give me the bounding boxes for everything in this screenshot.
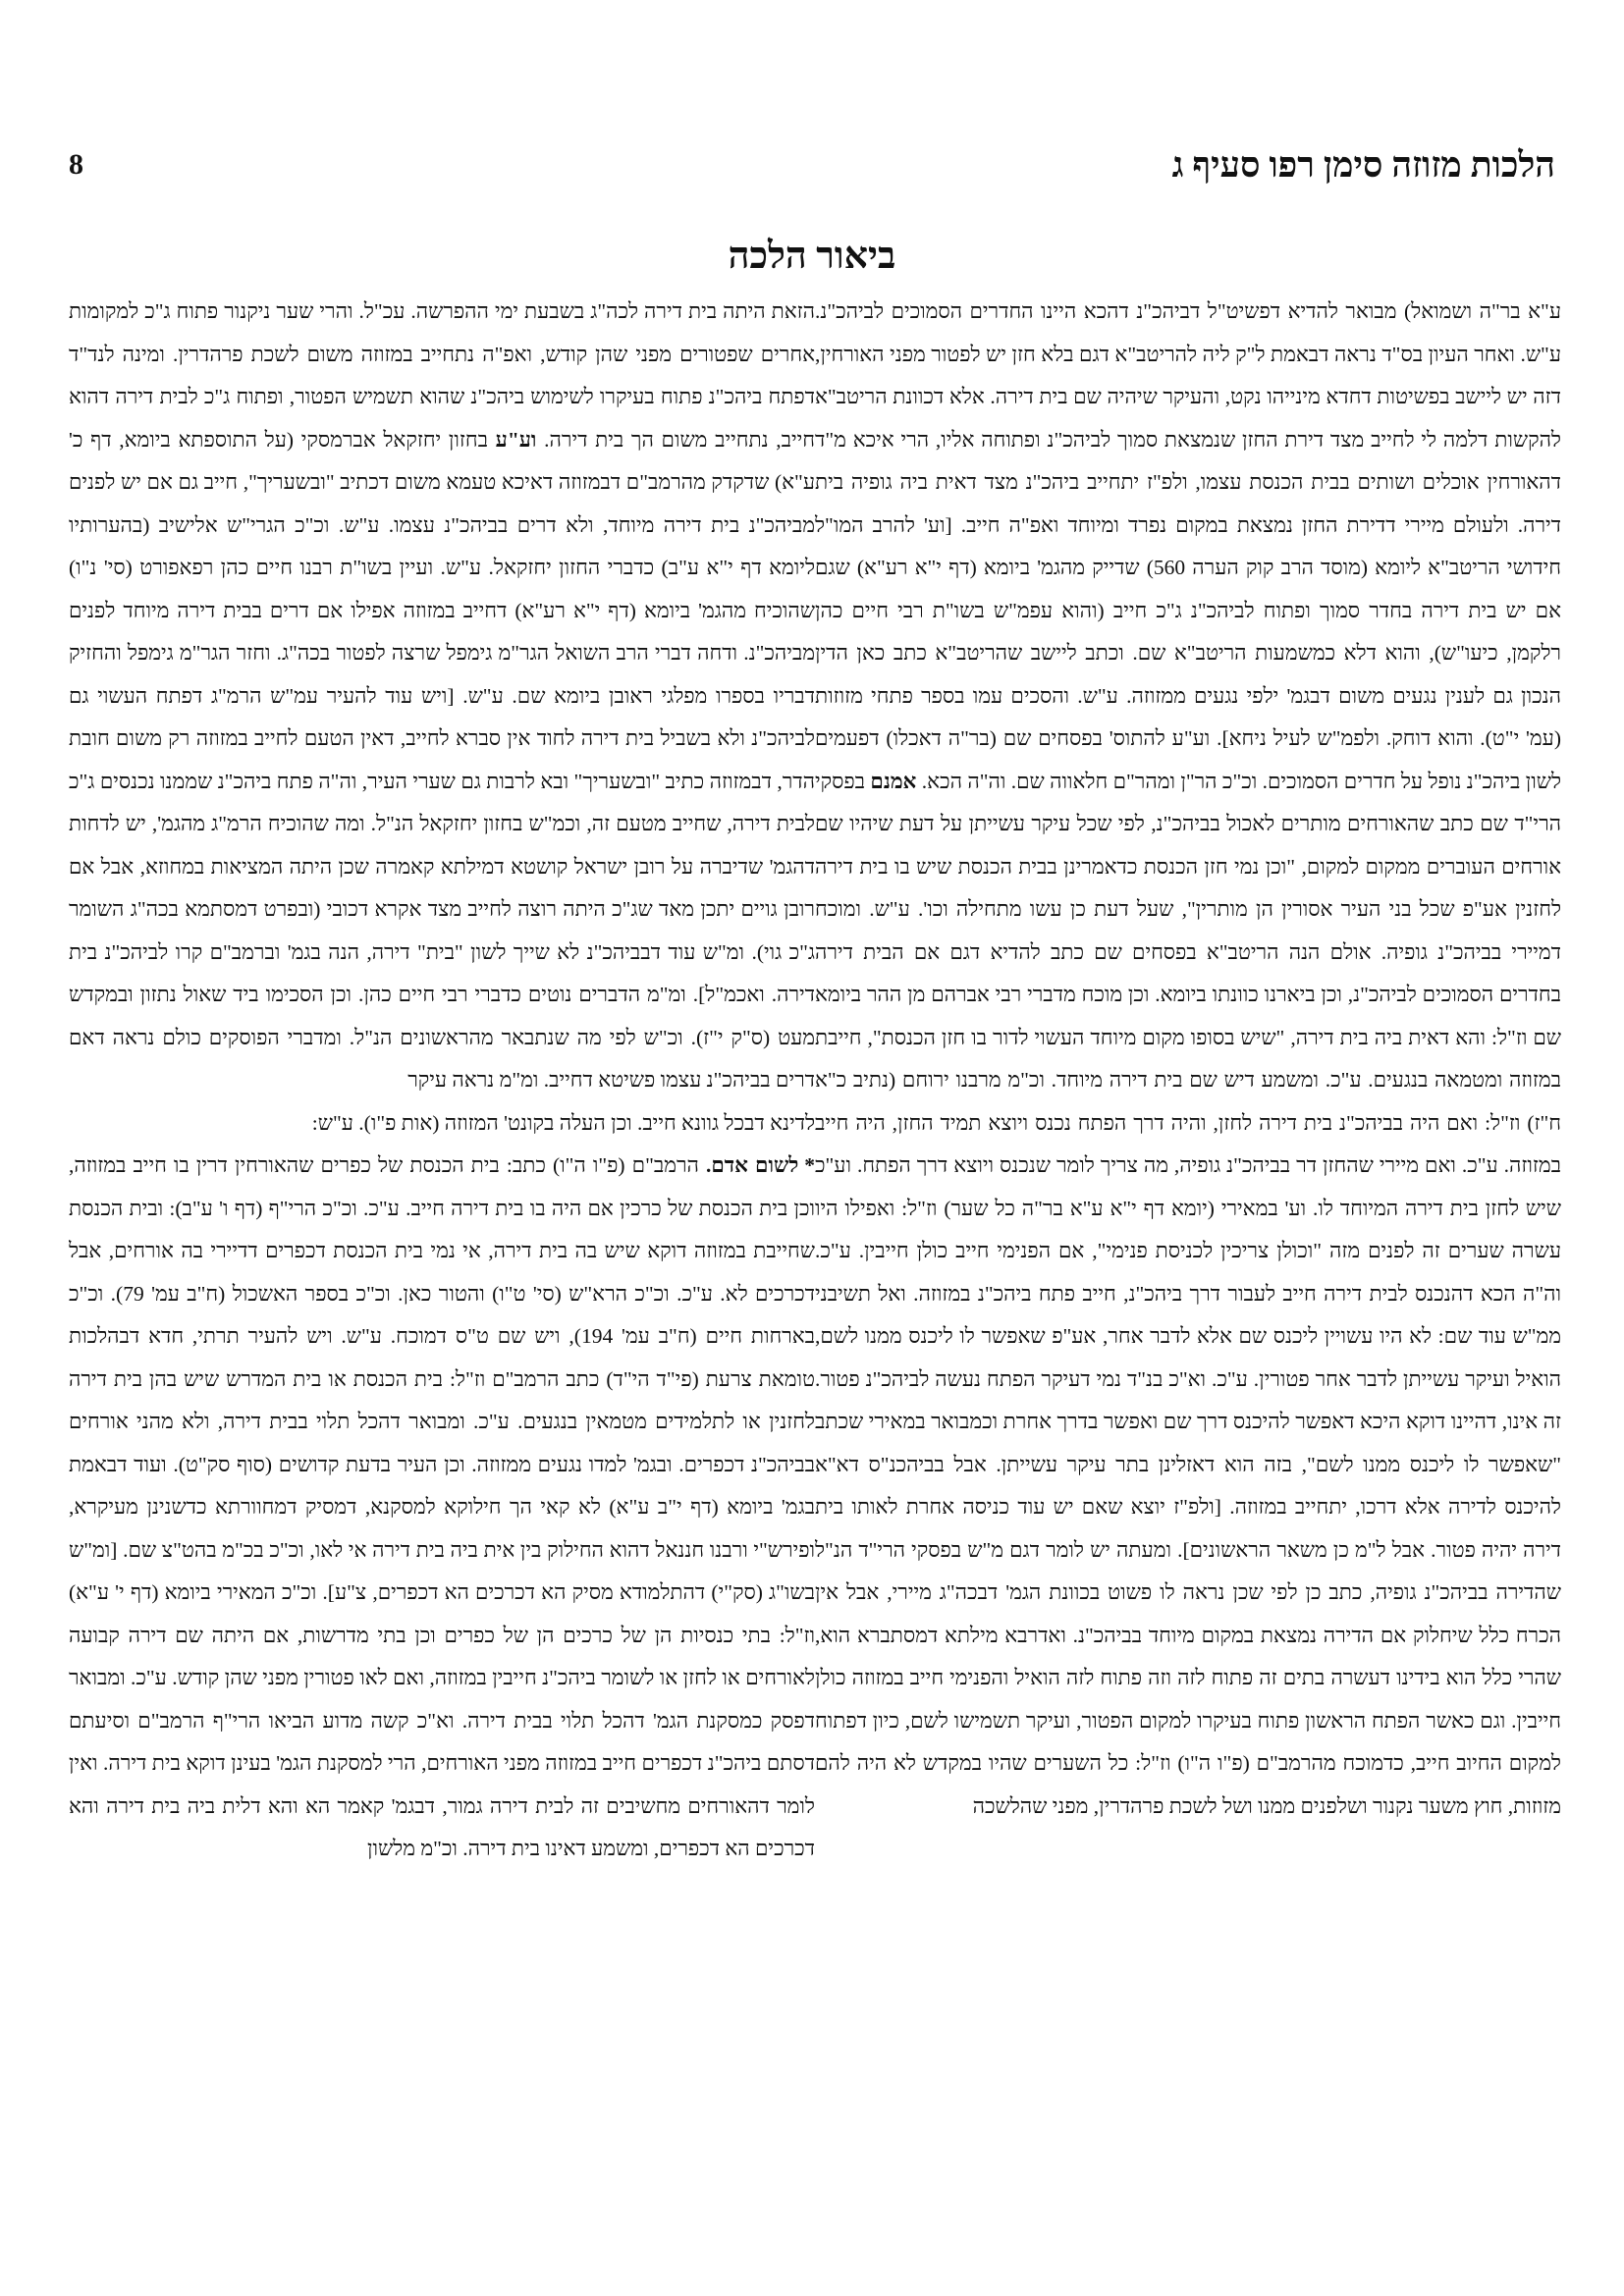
right-column-text: ע"א בר"ה ושמואל) מבואר להדיא דפשיט"ל דביהכ"נ דהכא היינו החדרים הסמוכים לביהכ"נ. ע"ש. ואחר העיון בס"ד נראה דבאמת ל"ק ליה להריטב"א דגם בלא חזן יש לפטור מפני האורחין, דזה יש ליישב בפשיטות דחדא מינייהו נקט, והעיקר שיהיה שם בית דירה. אלא דכוונת הריטב"א להקשות דלמה לי לחייב מצד דירת החזן שנמצאת סמוך לביהכ"נ ופתוחה אליו, הרי איכא מ"ד דהאורחין אוכלים ושותים בבית הכנסת עצמו, ולפ"ז יתחייב ביהכ"נ מצד דאית ביה גופיה בית דירה. ולעולם מיירי דדירת החזן נמצאת במקום נפרד ומיוחד ואפ"ה חייב. [וע' להרב המו"ל חידושי הריטב"א ליומא (מוסד הרב קוק הערה 560) שדייק מהגמ' ביומא (דף י"א רע"א) שגם אם יש בית דירה בחדר סמוך ופתוח לביהכ"נ ג"כ חייב (והוא עפמ"ש בשו"ת רבי חיים כהן רלקמן, כיעו"ש), והוא דלא כמשמעות הריטב"א שם. וכתב ליישב שהריטב"א כתב כאן הדין הנכון גם לענין נגעים משום דבגמ' ילפי נגעים ממזוזה. ע"ש. והסכים עמו בספר פתחי מזוזות (עמ' י"ט). והוא דוחק. ולפמ"ש לעיל ניחא]. וע"ע להתוס' בפסחים שם (בר"ה דאכלו) דפעמים לשון ביהכ"נ נופל על חדרים הסמוכים. וכ"כ הר"ן ומהר"ם חלאווה שם. וה"ה הכא. bbox=[815, 299, 1561, 793]
page-number: 8 bbox=[69, 148, 83, 181]
entry-heading: לשום אדם. bbox=[706, 1153, 799, 1177]
right-column bbox=[815, 291, 1561, 2264]
section-title: ביאור הלכה bbox=[728, 236, 896, 277]
right-column-text-continued: בפסקי הרי"ד שם כתב שהאורחים מותרים לאכול בביהכ"נ, לפי שכל עיקר עשייתן על דעת שיהיו שם אורחים העוברים ממקום למקום, "וכן נמי חזן הכנסת כדאמרינן בבית הכנסת שיש בו בית דירה לחזנין אע"פ שכל בני העיר אסורין הן מותרין", שעל דעת כן עשו מתחילה וכו'. ע"ש. ומוכח דמיירי בביהכ"נ גופיה. אולם הנה הריטב"א בפסחים שם כתב להדיא דגם אם הבית דירה בחדרים הסמוכים לביהכ"נ, וכן ביארנו כוונתו ביומא. וכן מוכח מדברי רבי אברהם מן ההר ביומא שם וז"ל: והא דאית ביה בית דירה, "שיש בסופו מקום מיוחד העשוי לדור בו חזן הכנסת", חייבת במזוזה ומטמאה בנגעים. ע"כ. ומשמע דיש שם בית דירה מיוחד. וכ"מ מרבנו ירוחם (נתיב כ"א ח"ז) וז"ל: ואם היה בביהכ"נ בית דירה לחזן, והיה דרך הפתח נכנס ויוצא תמיד החזן, היה חייב במזוזה. ע"כ. ואם מיירי שהחזן דר בביהכ"נ גופיה, מה צריך לומר שנכנס ויוצא דרך הפתח. וע"כ שיש לחזן בית דירה המיוחד לו. וע' במאירי (יומא דף י"א ע"א בר"ה כל שער) וז"ל: ואפילו היו עשרה שערים זה לפנים מזה "וכולן צריכין לכניסת פנימי", אם הפנימי חייב כולן חייבין. ע"כ. וה"ה הכא דהנכנס לבית דירה חייב לעבור דרך ביהכ"נ, חייב פתח ביהכ"נ במזוזה. ואל תשיבני ממ"ש עוד שם: לא היו עשויין ליכנס שם אלא לדבר אחר, אע"פ שאפשר לו ליכנס ממנו לשם, הואיל ועיקר עשייתן לדבר אחר פטורין. ע"כ. וא"כ בנ"ד נמי דעיקר הפתח נעשה לביהכ"נ פטור. זה אינו, דהיינו דוקא היכא דאפשר להיכנס דרך שם ואפשר בדרך אחרת וכמבואר במאירי שכתב "שאפשר לו ליכנס ממנו לשם", בזה הוא דאזלינן בתר עיקר עשייתן. אבל בביהכנ"ס דא"א להיכנס לדירה אלא דרכו, יתחייב במזוזה. [ולפ"ז יוצא שאם יש עוד כניסה אחרת לאותו בית דירה יהיה פטור. אבל ל"מ כן משאר הראשונים]. ומעתה יש לומר דגם מ"ש בפסקי הרי"ד הנ"ל שהדירה בביהכ"נ גופיה, כתב כן לפי שכן נראה לו פשוט בכוונת הגמ' דבכה"ג מיירי, אבל אין הכרח כלל שיחלוק אם הדירה נמצאת במקום מיוחד בביהכ"נ. ואדרבא מילתא דמסתברא הוא, שהרי כלל הוא בידינו דעשרה בתים זה פתוח לזה וזה פתוח לזה הואיל והפנימי חייב במזוזה כולן חייבין. וגם כאשר הפתח הראשון פתוח בעיקרו למקום הפטור, ועיקר תשמישו לשם, כיון דפתוח למקום החיוב חייב, כדמוכח מהרמב"ם (פ"ו ה"ו) וז"ל: כל השערים שהיו במקדש לא היה להם מזוזות, חוץ משער נקנור ושלפנים ממנו ושל לשכת פרהדרין, מפני שהלשכה bbox=[815, 769, 1561, 1818]
entry-text: הרמב"ם (פ"ו ה"ו) כתב: בית הכנסת של כפרים שהאורחין דרין בו חייב במזוזה, וכן בית הכנסת של כרכין אם היה בו בית דירה חייב. ע"כ. וכ"כ הרי"ף (דף ו' ע"ב): ובית הכנסת שחייבת במזוזה דוקא שיש בה בית דירה, אי נמי בית הכנסת דכפרים דדיירי בה אורחים, אבל דכרכים לא. ע"כ. וכ"כ הרא"ש (סי' ט"ו) והטור כאן. וכ"כ בספר האשכול (ח"ב עמ' 79). וכ"כ בארחות חיים (ח"ב עמ' 194), ויש שם ט"ס דמוכח. ע"ש. ויש להעיר תרתי, חדא דבהלכות טומאת צרעת (פי"ד הי"ד) כתב הרמב"ם וז"ל: בית הכנסת או בית המדרש שיש בהן בית דירה לחזנין או לתלמידים מטמאין בנגעים. ע"כ. ומבואר דהכל תלוי בבית דירה, ולא מהני אורחים בביהכ"נ דכפרים. ובגמ' למדו נגעים ממזוזה. וכן העיר בדעת קדושים (סוף סק"ט). ועוד דבאמת בגמ' ביומא (דף י"ב ע"א) לא קאי הך חילוקא למסקנא, דמסיק דמחוורתא כדשנינן מעיקרא, ופירש"י ורבנו חננאל דהוא החילוק בין אית ביה בית דירה אי לאו, וכ"כ בכ"מ בהט"צ שם. [ומ"ש בשו"ג (סק"י) דהתלמודא מסיק הא דכרכים הא דכפרים, צ"ע]. וכ"כ המאירי ביומא (דף י' ע"א) וז"ל: בתי כנסיות הן של כרכים הן של כפרים וכן בתי מדרשות, אם היתה שם דירה קבועה לאורחים או לחזן או לשומר ביהכ"נ חייבין במזוזה, ואם לאו פטורין מפני שהן קודש. ע"כ. ומבואר דפסק כמסקנת הגמ' דהכל תלוי בבית דירה. וא"כ קשה מדוע הביאו הרי"ף הרמב"ם וסיעתם דסתם ביהכ"נ דכפרים חייב במזוזה מפני האורחים, הרי למסקנת הגמ' בעינן דוקא בית דירה. ואין לומר דהאורחים מחשיבים זה לבית דירה גמור, דבגמ' קאמר הא והא דלית ביה בית דירה והא דכרכים הא דכפרים, ומשמע דאינו בית דירה. וכ"מ מלשון bbox=[69, 1153, 815, 1860]
left-column-text-continued: בחזון יחזקאל אברמסקי (על התוספתא ביומא, דף כ' ע"א) שדקדק מהרמב"ם דבמזוזה דאיכא טעמא משום דכתיב "ובשעריך", חייב גם אם יש לפנים מביהכ"נ בית דירה מיוחד, ולא דרים בביהכ"נ עצמו. ע"ש. וכ"כ הגרי"ש אלישיב (בהערותיו ליומא דף י"א ע"ב) כדברי החזון יחזקאל. ע"ש. ועיין בשו"ת רבנו חיים כהן רפאפורט (סי' נ"ו) שהוכיח מהגמ' ביומא (דף י"א רע"א) דחייב במזוזה אפילו אם דרים בבית דירה מיוחד לפנים מביהכ"נ. ודחה דברי הרב השואל הגר"מ גימפל שרצה לפטור בכה"ג. וחזר הגר"מ גימפל והחזיק דבריו בספרו מפלגי ראובן ביומא שם. ע"ש. [ויש עוד להעיר עמ"ש הרמ"ג דפתח העשוי גם לביהכ"נ ולא בשביל בית דירה לחוד אין סברא לחייב, דאין הטעם לחייב במזוזה רק משום חובת הדר, דבמזוזה כתיב "ובשעריך" ובא לרבות גם שערי העיר, וה"ה פתח ביהכ"נ שממנו נכנסים ג"כ לבית דירה, שחייב מטעם זה, וכמ"ש בחזון יחזקאל הנ"ל. ומה שהוכיח הרמ"ג מהגמ', יש לדחות דהגמ' שדיברה על רובן ישראל קושטא דמילתא קאמרה שכן היתה המציאות במחוזא, אבל אם רובן גויים יתכן מאד שג"כ היתה רוצה לחייב מצד אקרא דכובי (ובפרט דמסתמא בכה"ג השומר ג"כ גוי). ומ"ש עוד דבביהכ"נ לא שייך לשון "בית" דירה, הנה בגמ' וברמב"ם קרו לביהכ"נ בית דירה. ואכמ"ל]. ומ"מ הדברים נוטים כדברי רבי חיים כהן. וכן הסכימו ביד שאול נתזון ובמקדש מעט (ס"ק י"ז). וכ"ש לפי מה שנתבאר מהראשונים הנ"ל. ומדברי הפוסקים כולם נראה דאם דרים בביהכ"נ עצמו פשיטא דחייב. ומ"מ נראה עיקר bbox=[69, 427, 815, 1092]
emphasis-word: וע"ע bbox=[495, 427, 537, 452]
left-column-text: הזאת היתה בית דירה לכה"ג בשבעת ימי ההפרשה. עכ"ל. והרי שער ניקנור פתוח ג"כ למקומות אחרים שפטורים מפני שהן קודש, ואפ"ה נתחייב במזוזה משום לשכת פרהדרין. ומינה לנד"ד דפתח ביהכ"נ פתוח בעיקרו לשימוש ביהכ"נ שהוא תשמיש הפטור, ופתוח ג"כ לבית דירה דהוא חייב, נתחייב משום הך בית דירה. bbox=[69, 299, 815, 452]
left-column bbox=[69, 291, 815, 2264]
left-column-paragraph-new-entry bbox=[69, 1145, 815, 1871]
running-header bbox=[69, 139, 1555, 198]
conclusion-text: לדינא דבכל גוונא חייב. וכן העלה בקונט' המזוזה (אות פ"ו). ע"ש: bbox=[311, 1110, 815, 1135]
left-column-paragraph-conclusion bbox=[69, 1102, 815, 1146]
left-column-paragraph bbox=[69, 291, 815, 1102]
header-title: הלכות מזוזה סימן רפו סעיף ג bbox=[1171, 145, 1555, 185]
entry-marker: * bbox=[804, 1153, 815, 1177]
right-column-paragraph bbox=[815, 291, 1561, 1828]
emphasis-word: אמנם bbox=[870, 769, 917, 793]
